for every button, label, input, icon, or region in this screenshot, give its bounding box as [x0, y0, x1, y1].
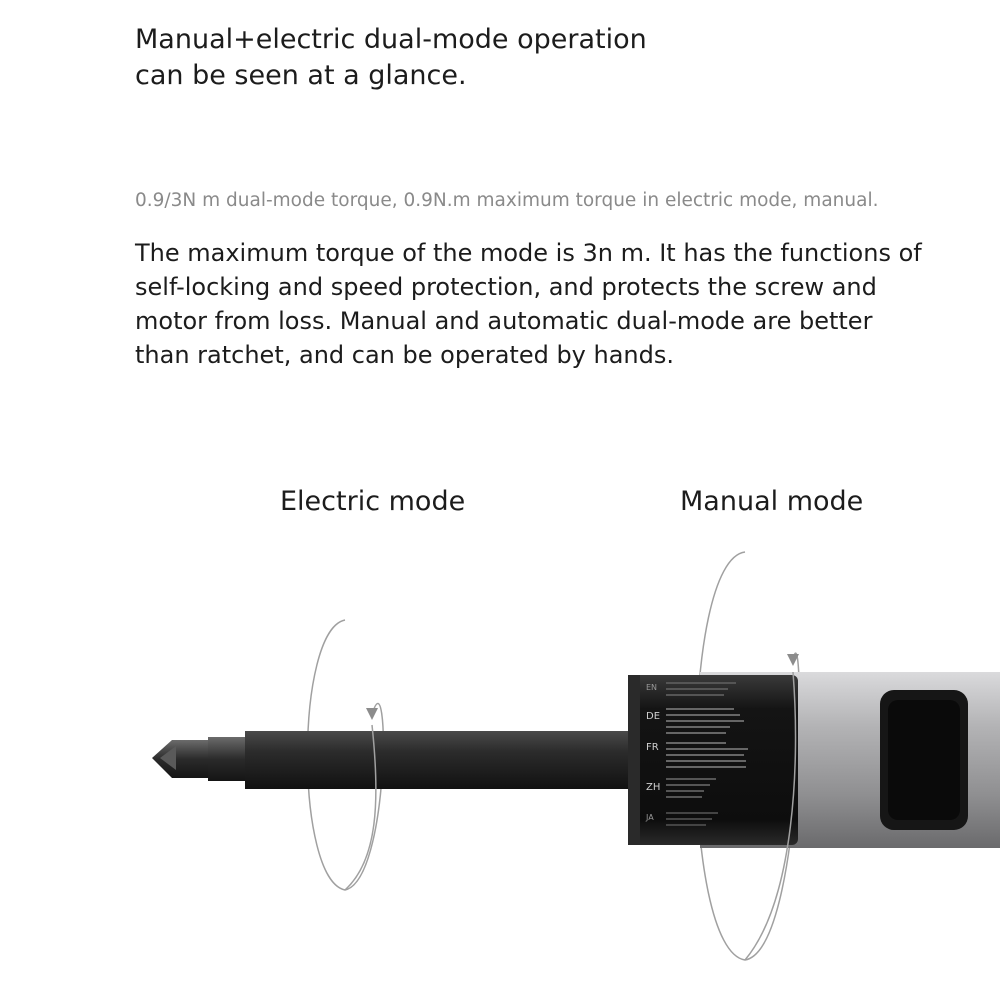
screwdriver-bit: [152, 737, 248, 781]
manual-mode-label: Manual mode: [680, 486, 864, 517]
headline-line-2: can be seen at a glance.: [135, 60, 467, 91]
lang-code-zh: ZH: [646, 782, 661, 793]
torque-subline: 0.9/3N m dual-mode torque, 0.9N.m maximum torque in electric mode, manual.: [135, 190, 879, 211]
description-line-1: The maximum torque of the mode is 3n m. It has the functions of: [135, 239, 922, 267]
description: [135, 236, 935, 372]
headline: [135, 22, 735, 94]
electric-mode-label: Electric mode: [280, 486, 466, 517]
lang-code-ja: JA: [646, 813, 654, 822]
screwdriver-shaft: [245, 731, 630, 789]
lang-code-fr: FR: [646, 742, 659, 753]
lang-code-de: DE: [646, 711, 661, 722]
description-line-2: self-locking and speed protection, and protects the screw and: [135, 273, 877, 301]
lang-code-en: EN: [646, 683, 658, 692]
description-line-4: than ratchet, and can be operated by hands.: [135, 341, 675, 369]
description-line-3: motor from loss. Manual and automatic dual-mode are better: [135, 307, 873, 335]
screwdriver-illustration: [0, 540, 1000, 1000]
headline-line-1: Manual+electric dual-mode operation: [135, 24, 647, 55]
